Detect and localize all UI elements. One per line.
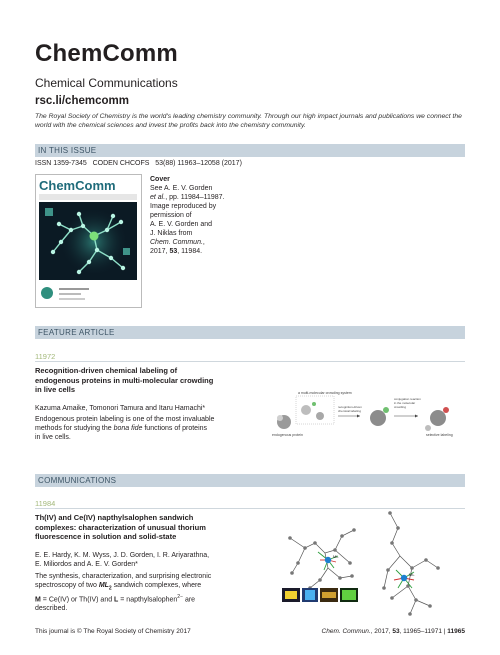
- section-bar-communications: COMMUNICATIONS: [35, 474, 465, 487]
- feature-abstract: Endogenous protein labeling is one of the most invaluable methods for studying the bona fide functions of proteins in live cells.: [35, 416, 215, 441]
- graphic-label-bottom: selective labeling: [426, 433, 453, 437]
- cover-molecule-graphic: [39, 202, 137, 280]
- cover-line-5: A. E. V. Gorden and: [150, 221, 213, 228]
- footer-citation: Chem. Commun., 2017, 53, 11965–11971 | 11965: [321, 628, 465, 635]
- graphic-label-mid-1: recognition-driven: [338, 405, 362, 409]
- coden: CODEN CHCOFS: [92, 160, 150, 167]
- feature-title[interactable]: Recognition-driven chemical labeling of endogenous proteins in multi-molecular crowding in live cells: [35, 366, 214, 394]
- comms-authors: E. E. Hardy, K. M. Wyss, J. D. Gorden, I. R. Ariyarathna, E. Miliordos and A. E. V. Gorden*: [35, 552, 210, 568]
- comms-graphic[interactable]: [280, 508, 465, 620]
- section-bar-feature-article: FEATURE ARTICLE: [35, 326, 465, 339]
- divider: [35, 361, 465, 362]
- cover-footer: [39, 283, 137, 303]
- fluorescence-photos: [282, 588, 358, 602]
- cover-line-7: Chem. Commun.,: [150, 239, 205, 246]
- comms-title[interactable]: Th(IV) and Ce(IV) napthylsalophen sandwich complexes: characterization of unusual thorium fluorescence in solution and solid-state: [35, 513, 206, 541]
- graphic-label-right-2: in the molecular: [394, 401, 416, 405]
- feature-graphic[interactable]: [268, 388, 468, 444]
- graphic-label-right-1: conjugation reaction: [394, 397, 421, 401]
- cover-heading: Cover: [150, 176, 170, 183]
- comms-page-number: 11984: [35, 499, 56, 508]
- cover-line-1: See A. E. V. Gorden: [150, 185, 213, 192]
- metal-center-2: [401, 575, 407, 581]
- metal-label-1: ML: [333, 554, 339, 559]
- cover-caption: [150, 175, 260, 256]
- protein-labeling-graphic: [268, 388, 468, 444]
- cover-line-6: J. Niklas from: [150, 230, 193, 237]
- cover-line-4: permission of: [150, 212, 192, 219]
- graphic-label-right-3: crowding: [394, 405, 407, 409]
- journal-subtitle: Chemical Communications: [35, 76, 178, 90]
- section-bar-in-this-issue: IN THIS ISSUE: [35, 144, 465, 157]
- feature-page-number: 11972: [35, 352, 56, 361]
- feature-authors: Kazuma Amaike, Tomonori Tamura and Itaru Hamachi*: [35, 405, 206, 412]
- cover-art: [39, 202, 137, 280]
- cover-line-3: Image reproduced by: [150, 203, 217, 210]
- graphic-label-left: endogenous protein: [272, 433, 303, 437]
- journal-logo: ChemComm: [35, 40, 178, 67]
- metal-label-2: ML: [409, 572, 415, 577]
- issn: ISSN 1359-7345: [35, 160, 87, 167]
- rsc-blurb: The Royal Society of Chemistry is the world's leading chemistry community. Through our high impact journals and publications we connect the world with the chemical sciences and invest the profits back into the chemistry community.: [35, 113, 462, 129]
- footer-page-number: 11965: [447, 628, 465, 635]
- volume: 53(88) 11963–12058 (2017): [155, 160, 242, 167]
- graphic-label-top: a multi-molecular crowding system: [298, 391, 352, 395]
- journal-url-link[interactable]: rsc.li/chemcomm: [35, 95, 129, 107]
- rsc-emblem-icon: [39, 283, 137, 303]
- footer-copyright: This journal is © The Royal Society of Chemistry 2017: [35, 628, 191, 635]
- cover-logo: ChemComm: [39, 178, 116, 193]
- cover-line-2: et al., pp. 11984–11987.: [150, 194, 225, 201]
- metal-center-1: [325, 557, 331, 563]
- sandwich-complex-graphic: [280, 508, 465, 620]
- cover-strip: [39, 194, 137, 200]
- graphic-label-mid-2: chemical labeling: [338, 409, 362, 413]
- cover-image[interactable]: [35, 174, 142, 308]
- comms-abstract: The synthesis, characterization, and surprising electronic spectroscopy of two $ML_2$ sandwich complexes, where M = Ce(IV) or Th(IV) and L = napthylsalophen$^{2-}$ are described.: [35, 573, 212, 613]
- issn-line: [35, 160, 242, 167]
- cover-line-8: 2017, 53, 11984.: [150, 248, 203, 255]
